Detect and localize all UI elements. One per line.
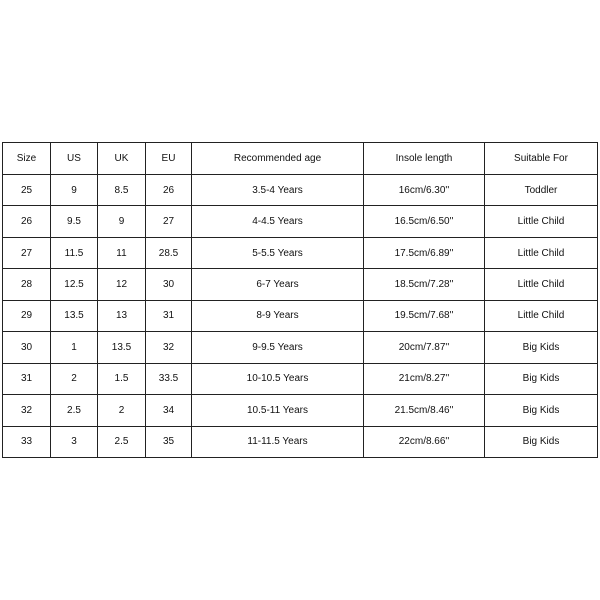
cell-insole-length: 20cm/7.87''	[364, 332, 485, 363]
cell-eu: 34	[146, 395, 192, 426]
cell-size: 25	[3, 175, 51, 206]
size-chart-table	[2, 142, 598, 458]
cell-suitable-for: Little Child	[485, 269, 598, 300]
cell-insole-length: 17.5cm/6.89''	[364, 237, 485, 268]
cell-size: 30	[3, 332, 51, 363]
cell-us: 3	[51, 426, 98, 458]
cell-insole-length: 18.5cm/7.28''	[364, 269, 485, 300]
table-row	[3, 175, 598, 206]
cell-us: 2	[51, 363, 98, 394]
cell-suitable-for: Big Kids	[485, 395, 598, 426]
cell-recommended-age: 4-4.5 Years	[192, 206, 364, 237]
cell-uk: 9	[98, 206, 146, 237]
header-eu: EU	[146, 143, 192, 175]
cell-eu: 31	[146, 300, 192, 331]
cell-eu: 27	[146, 206, 192, 237]
cell-suitable-for: Little Child	[485, 206, 598, 237]
cell-uk: 8.5	[98, 175, 146, 206]
cell-recommended-age: 6-7 Years	[192, 269, 364, 300]
cell-insole-length: 19.5cm/7.68''	[364, 300, 485, 331]
cell-size: 31	[3, 363, 51, 394]
cell-recommended-age: 5-5.5 Years	[192, 237, 364, 268]
header-us: US	[51, 143, 98, 175]
table-row	[3, 395, 598, 426]
cell-recommended-age: 10-10.5 Years	[192, 363, 364, 394]
table-row	[3, 269, 598, 300]
cell-us: 1	[51, 332, 98, 363]
cell-size: 27	[3, 237, 51, 268]
cell-insole-length: 21.5cm/8.46''	[364, 395, 485, 426]
cell-recommended-age: 3.5-4 Years	[192, 175, 364, 206]
table-body	[3, 175, 598, 458]
table-row	[3, 300, 598, 331]
cell-size: 33	[3, 426, 51, 458]
cell-size: 29	[3, 300, 51, 331]
cell-eu: 35	[146, 426, 192, 458]
header-uk: UK	[98, 143, 146, 175]
cell-uk: 13	[98, 300, 146, 331]
table-row	[3, 206, 598, 237]
cell-recommended-age: 8-9 Years	[192, 300, 364, 331]
cell-us: 11.5	[51, 237, 98, 268]
cell-eu: 30	[146, 269, 192, 300]
cell-size: 26	[3, 206, 51, 237]
cell-eu: 28.5	[146, 237, 192, 268]
cell-uk: 12	[98, 269, 146, 300]
header-insole-length: Insole length	[364, 143, 485, 175]
table-row	[3, 237, 598, 268]
table-row	[3, 363, 598, 394]
cell-uk: 13.5	[98, 332, 146, 363]
cell-insole-length: 21cm/8.27''	[364, 363, 485, 394]
cell-us: 13.5	[51, 300, 98, 331]
cell-insole-length: 16.5cm/6.50''	[364, 206, 485, 237]
cell-eu: 26	[146, 175, 192, 206]
cell-us: 9.5	[51, 206, 98, 237]
table-row	[3, 332, 598, 363]
cell-size: 28	[3, 269, 51, 300]
cell-uk: 2	[98, 395, 146, 426]
header-recommended-age: Recommended age	[192, 143, 364, 175]
table-header-row	[3, 143, 598, 175]
cell-eu: 33.5	[146, 363, 192, 394]
cell-size: 32	[3, 395, 51, 426]
cell-recommended-age: 9-9.5 Years	[192, 332, 364, 363]
cell-uk: 2.5	[98, 426, 146, 458]
table-row	[3, 426, 598, 458]
cell-uk: 11	[98, 237, 146, 268]
cell-insole-length: 16cm/6.30''	[364, 175, 485, 206]
cell-insole-length: 22cm/8.66''	[364, 426, 485, 458]
cell-us: 9	[51, 175, 98, 206]
cell-us: 2.5	[51, 395, 98, 426]
cell-uk: 1.5	[98, 363, 146, 394]
header-size: Size	[3, 143, 51, 175]
cell-suitable-for: Big Kids	[485, 426, 598, 458]
cell-suitable-for: Little Child	[485, 237, 598, 268]
cell-eu: 32	[146, 332, 192, 363]
header-suitable-for: Suitable For	[485, 143, 598, 175]
cell-recommended-age: 11-11.5 Years	[192, 426, 364, 458]
cell-us: 12.5	[51, 269, 98, 300]
cell-suitable-for: Big Kids	[485, 332, 598, 363]
cell-recommended-age: 10.5-11 Years	[192, 395, 364, 426]
cell-suitable-for: Little Child	[485, 300, 598, 331]
cell-suitable-for: Big Kids	[485, 363, 598, 394]
cell-suitable-for: Toddler	[485, 175, 598, 206]
